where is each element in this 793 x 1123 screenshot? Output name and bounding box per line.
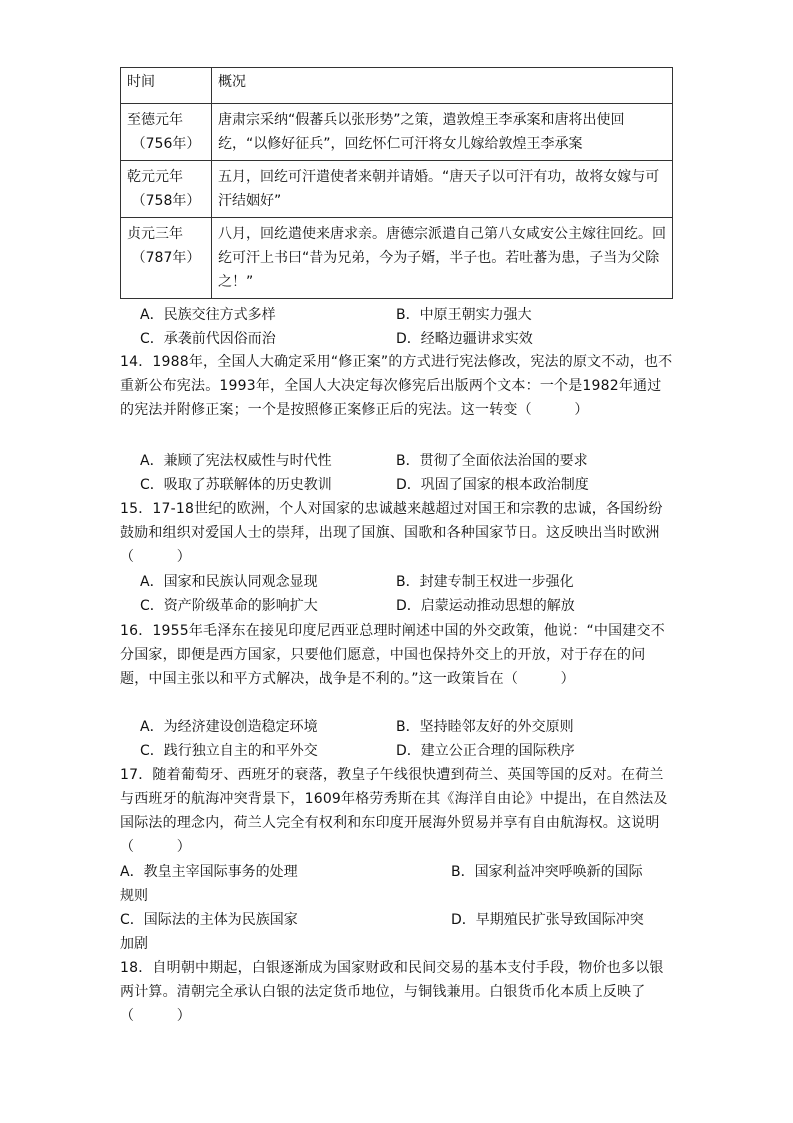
table-header-row (121, 68, 673, 104)
q13-option-c: C．承袭前代因俗而治 (140, 331, 276, 347)
table-header-time: 时间 (121, 68, 212, 104)
q17-option-c: C．国际法的主体为民族国家 (120, 912, 298, 928)
year-label: （787年） (131, 250, 201, 266)
table-cell-time (121, 104, 212, 161)
q16-option-c: C．践行独立自主的和平外交 (140, 743, 318, 759)
table-header-summary: 概况 (212, 68, 673, 104)
time-label: 贞元三年 (127, 226, 183, 242)
q14-stem: 14．1988年，全国人大确定采用“修正案”的方式进行宪法修改，宪法的原文不动，也不重新公布宪法。1993年，全国人大决定每次修宪后出版两个文本：一个是1982年通过的宪法并附修正案；一个是按照修正案修正后的宪法。这一转变（ ） (120, 354, 673, 418)
table-row (121, 161, 673, 218)
time-label: 乾元元年 (127, 169, 183, 185)
q13-option-b: B．中原王朝实力强大 (396, 307, 532, 323)
time-label: 至德元年 (127, 112, 183, 128)
table-cell-text: 五月，回纥可汗遣使者来朝并请婚。“唐天子以可汗有功，故将女嫁与可汗结姻好” (212, 161, 673, 218)
table-cell-text: 八月，回纥遣使来唐求亲。唐德宗派遣自己第八女咸安公主嫁往回纥。回纥可汗上书曰“昔为兄弟，今为子婿，半子也。若吐蕃为患，子当为父除之！” (212, 218, 673, 299)
table-cell-time (121, 161, 212, 218)
q17-option-b-continued: 规则 (120, 888, 148, 904)
year-label: （756年） (131, 136, 201, 152)
year-label: （758年） (131, 193, 201, 209)
q13-option-d: D．经略边疆讲求实效 (396, 331, 533, 347)
table-row (121, 104, 673, 161)
q15-option-c: C．资产阶级革命的影响扩大 (140, 598, 318, 614)
q18-stem: 18．自明朝中期起，白银逐渐成为国家财政和民间交易的基本支付手段，物价也多以银两计算。清朝完全承认白银的法定货币地位，与铜钱兼用。白银货币化本质上反映了（ ） (120, 960, 664, 1024)
q17-option-b: B．国家利益冲突呼唤新的国际 (451, 864, 643, 880)
q17-option-d: D．早期殖民扩张导致国际冲突 (451, 912, 644, 928)
history-table (120, 67, 673, 299)
q15-option-a: A．国家和民族认同观念显现 (140, 574, 318, 590)
q14-option-b: B．贯彻了全面依法治国的要求 (396, 453, 588, 469)
table-cell-text: 唐肃宗采纳“假蕃兵以张形势”之策，遣敦煌王李承案和唐将出使回纥，“以修好征兵”，回纥怀仁可汗将女儿嫁给敦煌王李承案 (212, 104, 673, 161)
q15-option-d: D．启蒙运动推动思想的解放 (396, 598, 575, 614)
q14-option-d: D．巩固了国家的根本政治制度 (396, 477, 589, 493)
table-row (121, 218, 673, 299)
table-cell-time (121, 218, 212, 299)
q17-stem: 17．随着葡萄牙、西班牙的衰落，教皇子午线很快遭到荷兰、英国等国的反对。在荷兰与西班牙的航海冲突背景下，1609年格劳秀斯在其《海洋自由论》中提出，在自然法及国际法的理念内，荷兰人完全有权利和东印度开展海外贸易并享有自由航海权。这说明（ ） (120, 767, 668, 855)
q17-option-d-continued: 加剧 (120, 936, 148, 952)
q16-option-d: D．建立公正合理的国际秩序 (396, 743, 575, 759)
q16-option-a: A．为经济建设创造稳定环境 (140, 719, 318, 735)
q14-option-c: C．吸取了苏联解体的历史教训 (140, 477, 332, 493)
q16-stem: 16．1955年毛泽东在接见印度尼西亚总理时阐述中国的外交政策，他说：“中国建交不分国家，即便是西方国家，只要他们愿意，中国也保持外交上的开放，对于存在的问题，中国主张以和平方式解决，战争是不利的。”这一政策旨在（ ） (120, 623, 665, 687)
q14-option-a: A．兼顾了宪法权威性与时代性 (140, 453, 332, 469)
q15-option-b: B．封建专制王权进一步强化 (396, 574, 574, 590)
q16-option-b: B．坚持睦邻友好的外交原则 (396, 719, 574, 735)
q15-stem: 15．17-18世纪的欧洲，个人对国家的忠诚越来越超过对国王和宗教的忠诚，各国纷纷鼓励和组织对爱国人士的崇拜，出现了国旗、国歌和各种国家节日。这反映出当时欧洲（ ） (120, 501, 663, 565)
q13-option-a: A．民族交往方式多样 (140, 307, 276, 323)
q17-option-a: A．教皇主宰国际事务的处理 (120, 864, 298, 880)
